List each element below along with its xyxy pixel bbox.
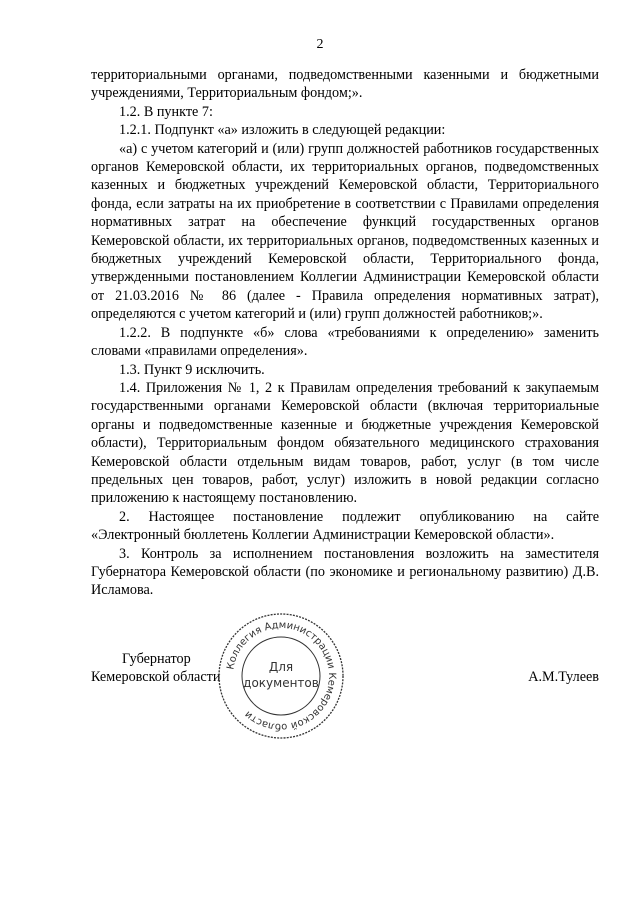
paragraph-1-3: 1.3. Пункт 9 исключить. xyxy=(119,361,265,378)
signatory-name: А.М.Тулеев xyxy=(528,669,599,685)
official-stamp xyxy=(216,611,346,741)
paragraph-subpoint-a: «а) с учетом категорий и (или) групп должностей работников государственных органов Кемеровской области, их территориальных органов, подведомственных казенных и бюджетных учреждений Кемеровской области, Территориального фонда, если затраты на их приобретение в соответствии с Правилами определения нормативных затрат на обеспечение функций государственных органов Кемеровской области, их территориальных органов, подведомственных казенных и бюджетных учреждений Кемеровской области, Территориального фонда, утвержденными постановлением Коллегии Администрации Кемеровской области от 21.03.2016 № 86 (далее - Правила определения нормативных затрат), определяются с учетом категорий и (или) групп должностей работников;». xyxy=(91,140,599,323)
paragraph-3: 3. Контроль за исполнением постановления возложить на заместителя Губернатора Кемеровской области (по экономике и региональному развитию) Д.В. Исламова. xyxy=(91,545,599,599)
paragraph-1-4: 1.4. Приложения № 1, 2 к Правилам определения требований к закупаемым государственными органами Кемеровской области (включая территориальные органы и подведомственные казенные и бюджетные учреждения Кемеровской области), Территориальным фондом обязательного медицинского страхования Кемеровской области отдельным видам товаров, работ, услуг (в том числе предельных цен товаров, работ, услуг) изложить в новой редакции согласно приложению к настоящему постановлению. xyxy=(91,379,599,507)
document-body xyxy=(91,66,599,600)
stamp-line-1: Для xyxy=(268,660,294,674)
paragraph-1-2-2: 1.2.2. В подпункте «б» слова «требованиями к определению» заменить словами «правилами определения». xyxy=(91,324,599,360)
page-number: 2 xyxy=(316,37,324,52)
paragraph-continuation: территориальными органами, подведомственными казенными и бюджетными учреждениями, Территориальным фондом;». xyxy=(91,67,599,102)
paragraph-2: 2. Настоящее постановление подлежит опубликованию на сайте «Электронный бюллетень Коллегии Администрации Кемеровской области». xyxy=(91,508,599,544)
signatory-organization: Кемеровской области xyxy=(91,669,221,685)
paragraph-1-2: 1.2. В пункте 7: xyxy=(119,103,213,120)
paragraph-1-2-1: 1.2.1. Подпункт «а» изложить в следующей редакции: xyxy=(119,122,446,139)
stamp-ring-text: Коллегия Администрации Кемеровской области xyxy=(225,619,338,733)
signatory-title: Губернатор xyxy=(122,651,191,667)
stamp-line-2: документов xyxy=(243,676,319,690)
